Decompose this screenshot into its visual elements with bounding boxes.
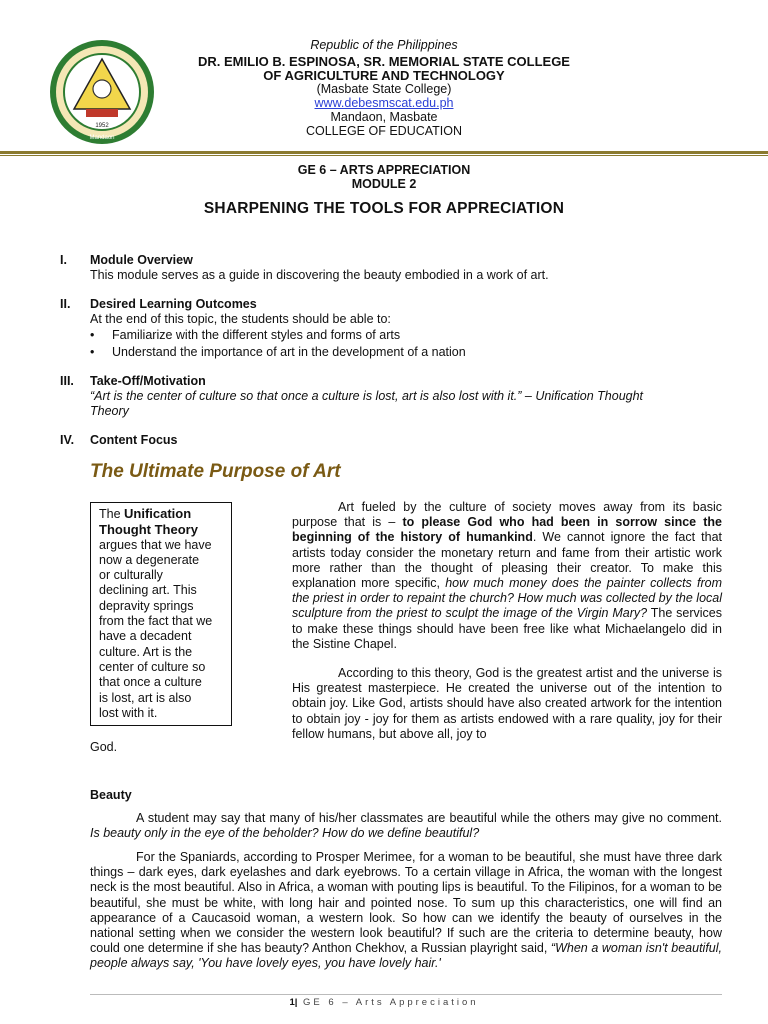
section-3-title: Take-Off/Motivation [90, 374, 206, 388]
purpose-paragraph-1: Art fueled by the culture of society moves away from its basic purpose that is – to please God who had been in sorrow since the beginning of the history of humankind. We cannot ignore the fact that artists today consider the monetary return and fame from their artistic work more rather than the thought of pleasing their creator. To make this explanation more specific, how much money does the painter collects from the priest in order to repaint the church? How much was collected by the local sculpture from the priest to sculpt the image of the Virgin Mary? The services to make these things should have been free like what Michaelangelo did in the Sistine Chapel. [292, 500, 722, 651]
page-number: 1 [289, 997, 295, 1008]
college-seal-logo [42, 37, 162, 147]
purpose-paragraph-2-end: God. [90, 740, 118, 754]
header-divider-thin [0, 155, 768, 156]
section-3-quote: “Art is the center of culture so that once a culture is lost, art is also lost with it.” – Unification Thought Theory [90, 389, 644, 418]
module-number: MODULE 2 [351, 177, 417, 191]
section-1-number: I. [60, 253, 67, 267]
college-alt-name: (Masbate State College) [316, 82, 452, 96]
college-name-line1: DR. EMILIO B. ESPINOSA, SR. MEMORIAL STATE COLLEGE [198, 54, 570, 69]
section-2-title: Desired Learning Outcomes [90, 297, 257, 311]
website-link[interactable]: www.debesmscat.edu.ph [314, 96, 454, 110]
republic-line: Republic of the Philippines [310, 38, 458, 52]
footer-divider [90, 994, 722, 995]
website-link-wrap [170, 96, 598, 111]
location-line: Mandaon, Masbate [330, 110, 438, 124]
page-footer: 1| GE 6 – Arts Appreciation [289, 997, 479, 1008]
section-2-number: II. [60, 297, 71, 311]
outcome-bullet-1: • Familiarize with the different styles and forms of arts [90, 328, 401, 342]
purpose-paragraph-2: According to this theory, God is the greatest artist and the universe is His greatest masterpiece. He created the universe out of the intention to obtain joy. Like God, artists should have also created artwork for the intention to obtain joy - joy for them as artists endowed with a rare quality, joy for their fellow humans, but above all, joy to [292, 666, 722, 741]
course-code: GE 6 – ARTS APPRECIATION [297, 163, 471, 177]
footer-course: GE 6 – Arts Appreciation [303, 997, 479, 1008]
department-line: COLLEGE OF EDUCATION [305, 124, 463, 138]
unification-theory-box: The Unification Thought Theory argues that we have now a degenerate or culturally declining art. This depravity springs from the fact that we have a decadent culture. Art is the center of culture so that once a culture is lost, art is also lost with it. [90, 502, 232, 726]
purpose-heading: The Ultimate Purpose of Art [90, 461, 341, 482]
seal-year: 1952 [95, 123, 109, 129]
section-2-text: At the end of this topic, the students should be able to: [90, 312, 391, 326]
section-1-text: This module serves as a guide in discovering the beauty embodied in a work of art. [90, 268, 549, 282]
section-3-number: III. [60, 374, 74, 388]
beauty-paragraph-1: A student may say that many of his/her classmates are beautiful while the others may give no comment. Is beauty only in the eye of the beholder? How do we define beautiful? [90, 811, 722, 841]
beauty-heading: Beauty [90, 788, 132, 802]
module-title: SHARPENING THE TOOLS FOR APPRECIATION [203, 200, 565, 217]
section-4-number: IV. [60, 433, 75, 447]
college-name-line2: OF AGRICULTURE AND TECHNOLOGY [263, 68, 505, 83]
header-divider [0, 151, 768, 154]
seal-place: Mandaon [89, 135, 115, 141]
outcome-bullet-2: • Understand the importance of art in the development of a nation [90, 345, 466, 359]
beauty-paragraph-2: For the Spaniards, according to Prosper Merimee, for a woman to be beautiful, she must have three dark things – dark eyes, dark eyelashes and dark eyebrows. To a certain village in Africa, the woman with the longest neck is the most beautiful. Also in Africa, a woman with pouting lips is beautiful. To the Filipinos, for a woman to be beautiful, she must be white, with long hair and pointed nose. To sum up this characteristics, one will find an appearance of a Caucasoid woman, a western look. So how can we identify the beauty of ourselves in the national setting when we consider the western look beautiful? If such are the criteria to determine beauty, how could one determine if she has beauty? Anthon Chekhov, a Russian playright said, “When a woman isn't beautiful, people always say, 'You have lovely eyes, you have lovely hair.' [90, 850, 722, 971]
section-4-title: Content Focus [90, 433, 178, 447]
section-1-title: Module Overview [90, 253, 193, 267]
